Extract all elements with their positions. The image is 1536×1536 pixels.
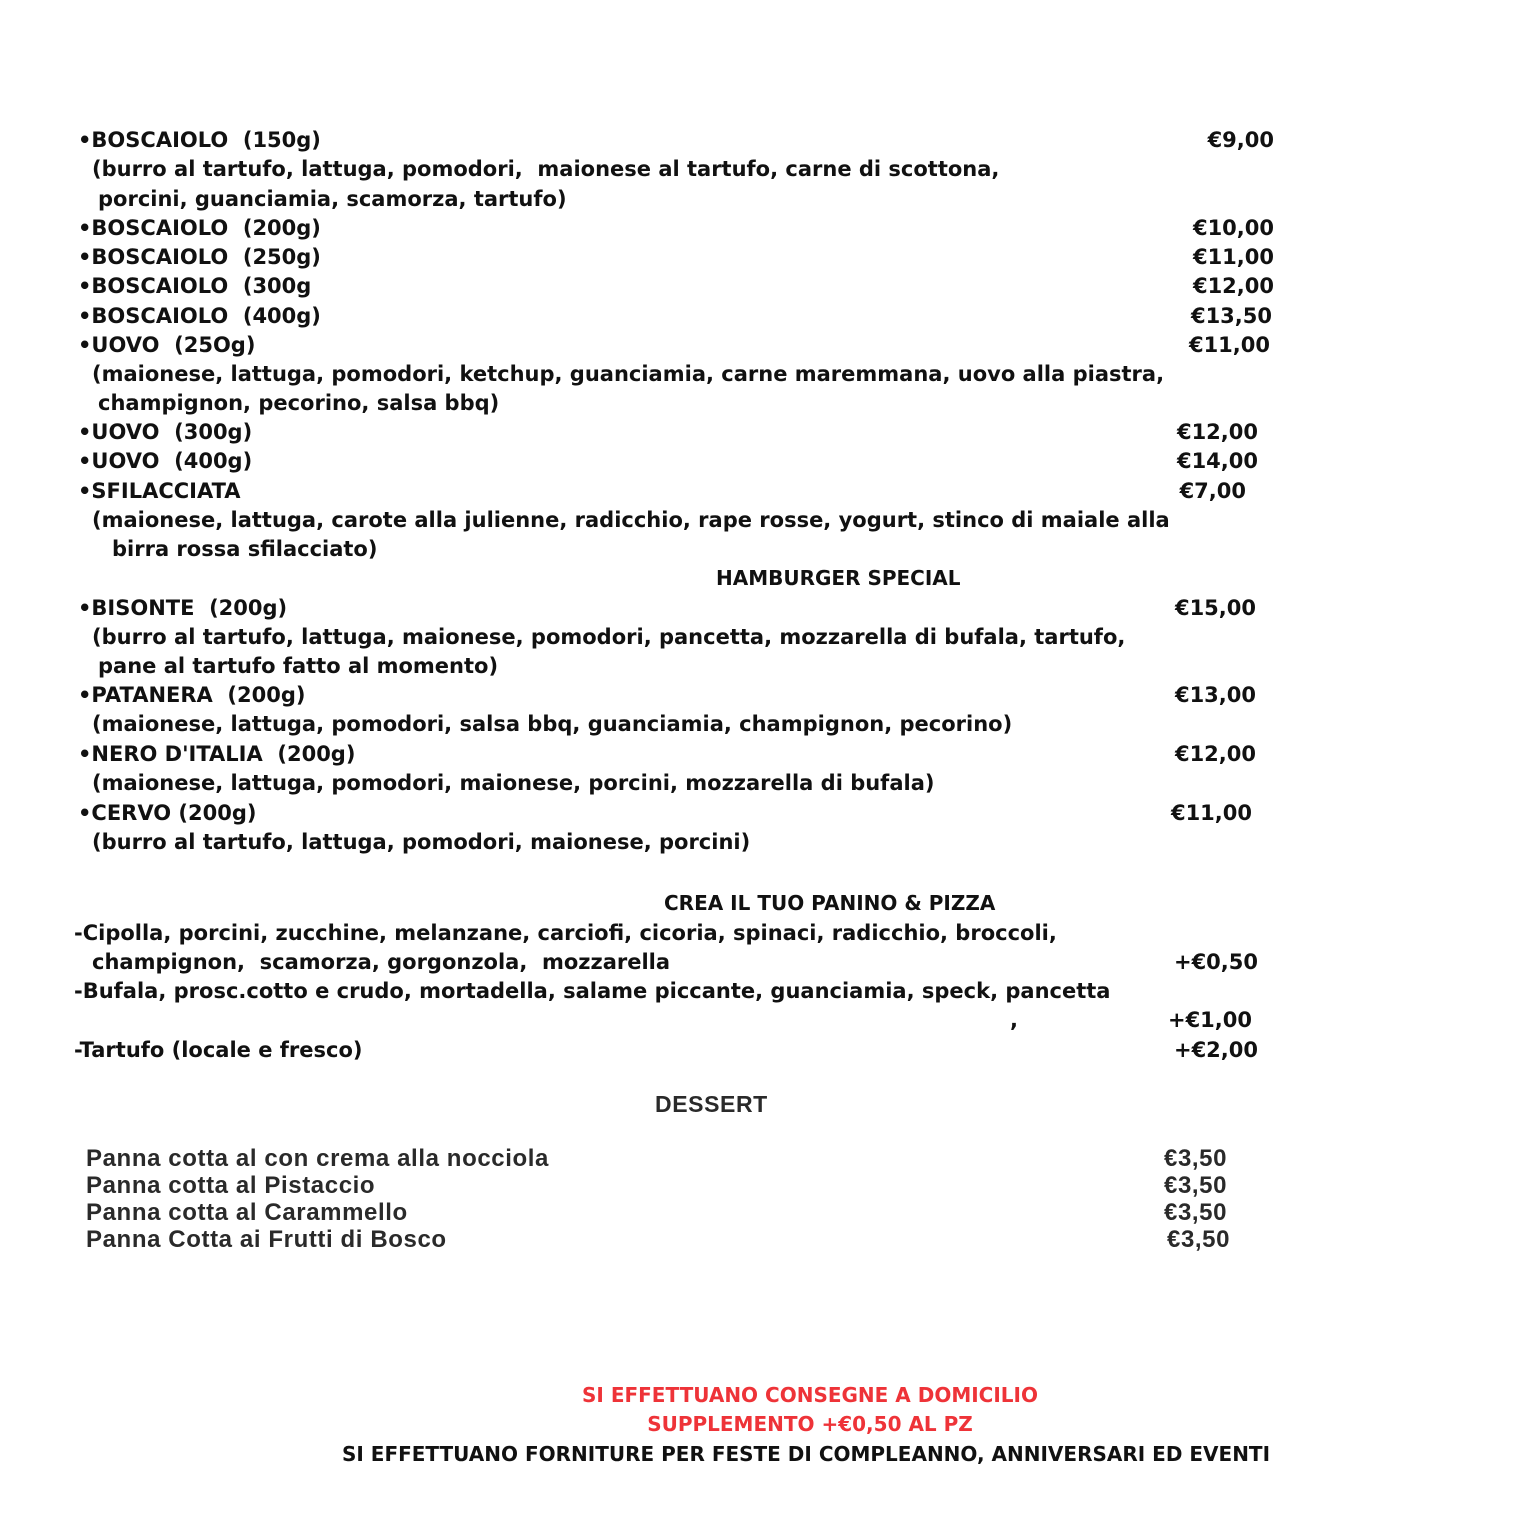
extras-meats-line1: -Bufala, prosc.cotto e crudo, mortadella, salame piccante, guanciamia, speck, pancetta [74, 979, 1111, 1003]
item-boscaiolo-400-price: €13,50 [1190, 304, 1272, 328]
item-bisonte-desc-line1: (burro al tartufo, lattuga, maionese, pomodori, pancetta, mozzarella di bufala, tartufo, [92, 625, 1126, 649]
dessert-item-name: Panna cotta al Pistaccio [86, 1172, 376, 1199]
item-boscaiolo-desc-line1: (burro al tartufo, lattuga, pomodori, maionese al tartufo, carne di scottona, [92, 157, 1000, 181]
extras-tartufo-price: +€2,00 [1173, 1038, 1258, 1062]
item-sfilacciata-name: •SFILACCIATA [78, 479, 241, 503]
dessert-item-name: Panna cotta al Carammello [86, 1199, 408, 1226]
item-sfilacciata-desc-line2: birra rossa sfilacciato) [112, 537, 378, 561]
section-heading-crea-panino: CREA IL TUO PANINO & PIZZA [664, 891, 996, 915]
item-uovo-250-name: •UOVO (25Og) [78, 333, 256, 357]
dessert-item-name: Panna Cotta ai Frutti di Bosco [86, 1226, 447, 1253]
extras-tartufo-label: -Tartufo (locale e fresco) [74, 1038, 363, 1062]
footer-supplement-notice: SUPPLEMENTO +€0,50 AL PZ [647, 1412, 973, 1436]
item-sfilacciata-price: €7,00 [1179, 479, 1246, 503]
item-uovo-desc-line1: (maionese, lattuga, pomodori, ketchup, guanciamia, carne maremmana, uovo alla piastra, [92, 362, 1165, 386]
item-bisonte-desc-line2: pane al tartufo fatto al momento) [98, 654, 499, 678]
item-boscaiolo-400-name: •BOSCAIOLO (400g) [78, 304, 321, 328]
item-uovo-desc-line2: champignon, pecorino, salsa bbq) [98, 391, 500, 415]
item-boscaiolo-150-name: •BOSCAIOLO (150g) [78, 128, 321, 152]
item-boscaiolo-300-price: €12,00 [1192, 274, 1274, 298]
footer-delivery-notice: SI EFFETTUANO CONSEGNE A DOMICILIO [582, 1383, 1038, 1407]
dessert-item-price: €3,50 [1164, 1172, 1228, 1199]
item-boscaiolo-200-name: •BOSCAIOLO (200g) [78, 216, 321, 240]
item-cervo-price: €11,00 [1170, 801, 1252, 825]
item-uovo-400-price: €14,00 [1176, 449, 1258, 473]
dessert-item-price: €3,50 [1164, 1145, 1228, 1172]
item-boscaiolo-150-price: €9,00 [1207, 128, 1274, 152]
item-patanera-name: •PATANERA (200g) [78, 683, 306, 707]
item-cervo-desc: (burro al tartufo, lattuga, pomodori, maionese, porcini) [92, 830, 751, 854]
item-patanera-price: €13,00 [1174, 683, 1256, 707]
dessert-item-name: Panna cotta al con crema alla nocciola [86, 1145, 549, 1172]
item-boscaiolo-250-price: €11,00 [1192, 245, 1274, 269]
item-bisonte-price: €15,00 [1174, 596, 1256, 620]
item-boscaiolo-200-price: €10,00 [1192, 216, 1274, 240]
extras-vegetables-line1: -Cipolla, porcini, zucchine, melanzane, carciofi, cicoria, spinaci, radicchio, broccoli, [74, 921, 1057, 945]
item-uovo-250-price: €11,00 [1188, 333, 1270, 357]
item-boscaiolo-300-name: •BOSCAIOLO (300g [78, 274, 312, 298]
extras-meats-price: +€1,00 [1167, 1008, 1252, 1032]
item-sfilacciata-desc-line1: (maionese, lattuga, carote alla julienne, radicchio, rape rosse, yogurt, stinco di maiale alla [92, 508, 1170, 532]
dessert-item-price: €3,50 [1167, 1226, 1231, 1253]
section-heading-hamburger-special: HAMBURGER SPECIAL [716, 566, 961, 590]
extras-vegetables-line2: champignon, scamorza, gorgonzola, mozzarella [92, 950, 671, 974]
item-nero-italia-desc: (maionese, lattuga, pomodori, maionese, porcini, mozzarella di bufala) [92, 771, 935, 795]
extras-meats-comma: , [1010, 1008, 1018, 1032]
item-nero-italia-price: €12,00 [1174, 742, 1256, 766]
item-uovo-300-price: €12,00 [1176, 420, 1258, 444]
item-boscaiolo-250-name: •BOSCAIOLO (250g) [78, 245, 321, 269]
item-nero-italia-name: •NERO D'ITALIA (200g) [78, 742, 356, 766]
item-patanera-desc: (maionese, lattuga, pomodori, salsa bbq, guanciamia, champignon, pecorino) [92, 712, 1013, 736]
item-cervo-name: •CERVO (200g) [78, 801, 257, 825]
footer-events-notice: SI EFFETTUANO FORNITURE PER FESTE DI COMPLEANNO, ANNIVERSARI ED EVENTI [341, 1442, 1271, 1466]
dessert-item-price: €3,50 [1164, 1199, 1228, 1226]
section-heading-dessert: DESSERT [655, 1091, 768, 1117]
item-uovo-400-name: •UOVO (400g) [78, 449, 253, 473]
item-boscaiolo-desc-line2: porcini, guanciamia, scamorza, tartufo) [98, 187, 567, 211]
item-bisonte-name: •BISONTE (200g) [78, 596, 288, 620]
item-uovo-300-name: •UOVO (300g) [78, 420, 253, 444]
extras-vegetables-price: +€0,50 [1173, 950, 1258, 974]
